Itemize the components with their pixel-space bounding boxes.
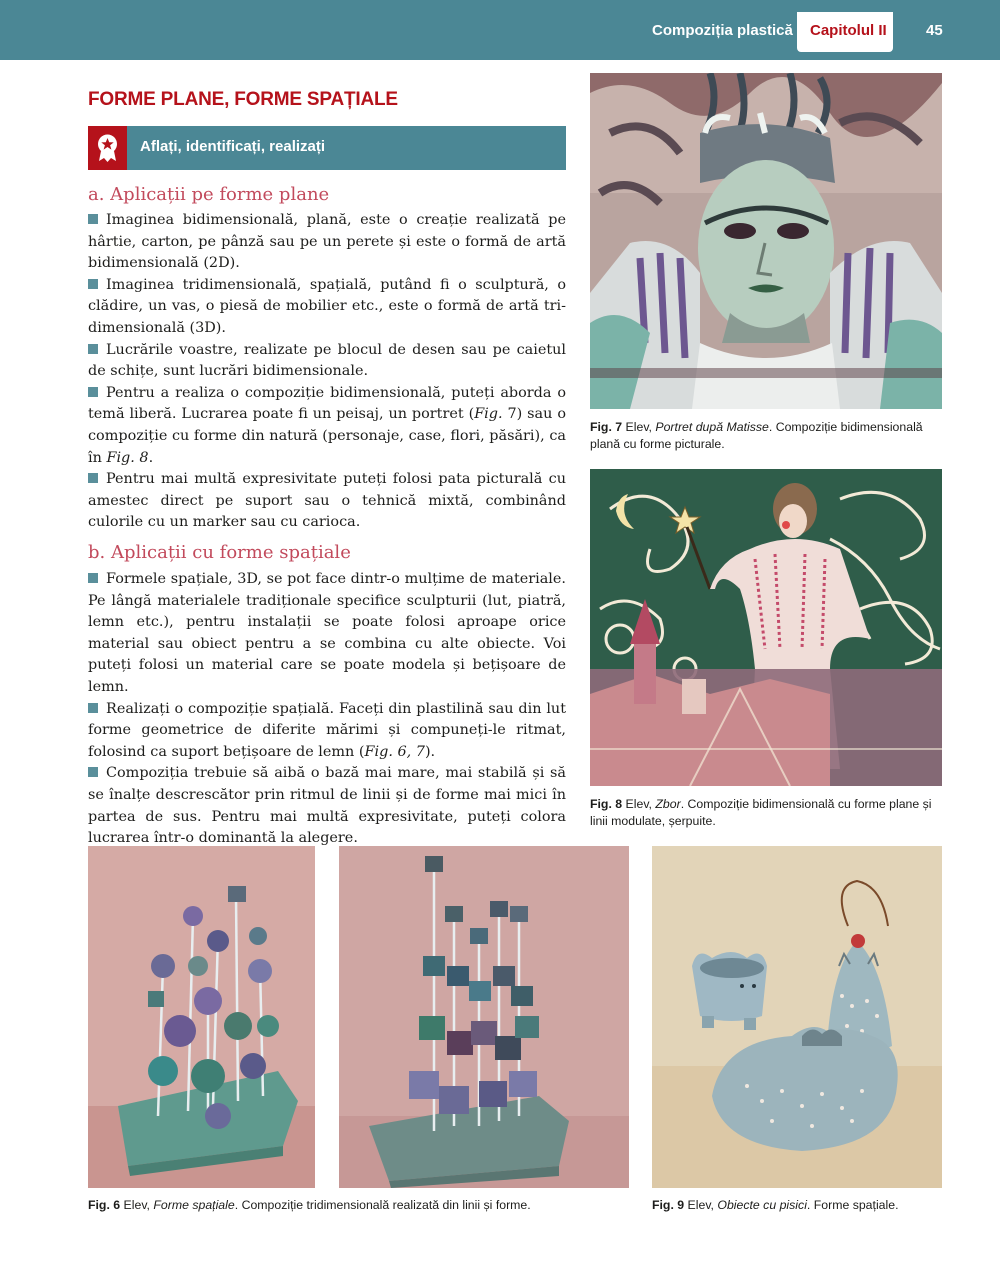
paragraph-text: ). [424,743,436,760]
paragraph [88,383,566,469]
caption-text: . Compoziție tridimensională realizată din linii și forme. [234,1198,531,1212]
figure-label: Fig. 7 [590,420,623,434]
header-chapter: Capitolul II [810,22,887,39]
paragraph [88,763,566,849]
bullet-icon [88,767,98,777]
fig7-portrait-image [590,73,942,409]
bullet-icon [88,214,98,224]
artwork-title: Obiecte cu pisici [717,1198,807,1212]
paragraph [88,469,566,534]
fig9-caption [652,1197,952,1214]
caption-text: Elev, [684,1198,718,1212]
paragraph-text: . [148,449,154,466]
page-number: 45 [926,22,943,39]
fig6-sculpture-image-right [339,846,629,1188]
header-subject: Compoziția plastică [652,22,793,39]
bullet-icon [88,573,98,583]
paragraph-text: Imaginea tridimensională, spațială, putând fi o sculptură, o clădire, un vas, o piesă de mobilier etc., este o formă de artă tridimensională (3D). [88,276,566,336]
artwork-title: Zbor [655,797,681,811]
fig8-caption [590,796,945,830]
fig9-clay-cats-image [652,846,942,1188]
artwork-title: Forme spațiale [153,1198,235,1212]
bullet-icon [88,344,98,354]
figure-ref: Fig. 6, 7 [364,743,425,760]
figure-label: Fig. 8 [590,797,623,811]
paragraph [88,340,566,383]
paragraph [88,210,566,275]
caption-text: Elev, [622,797,656,811]
paragraph-text: Pentru a realiza o compoziție bidimensională, puteți aborda o temă liberă. Lucrarea poate fi un peisaj, un portret ( [88,384,566,423]
fig7-caption [590,419,945,453]
caption-text: . Compoziție bidimensională plană cu forme picturale. [590,420,923,451]
figure-ref: Fig. [474,406,503,423]
artwork-title: Portret după Matisse [655,420,769,434]
ribbon-star-icon [95,133,120,163]
figure-ref: Fig. 8 [106,449,149,466]
paragraph [88,699,566,764]
paragraph [88,569,566,699]
paragraph [88,275,566,340]
figure-label: Fig. 6 [88,1198,121,1212]
badge [88,126,127,170]
fig8-flight-image [590,469,942,786]
caption-text: . Compoziție bidimensională cu forme plane și linii modulate, șerpuite. [590,797,932,828]
paragraph-text: Lucrările voastre, realizate pe blocul de desen sau pe caietul de schițe, sunt lucrări bidimensionale. [88,341,566,380]
bullet-icon [88,703,98,713]
paragraph-text: Pentru mai multă expresivitate puteți folosi pata picturală cu amestec direct pe suport sau o tehnică mixtă, combinând culorile cu un marker sau cu carioca. [88,471,566,531]
paragraph-text: 7) sau o compoziție cu forme din natură (personaje, case, flori, păsări), ca în [88,406,566,466]
paragraph-text: Formele spațiale, 3D, se pot face dintr-o mulțime de materiale. Pe lângă materialele tradiționale specifice sculpturii (lut, piatră, lemn etc.), pentru instalații se poate folosi aproape orice material sau obiect pentru a se combina cu alte obiecte. Voi puteți folosi un material care se poate modela și bețișoare de lemn. [88,571,566,695]
figure-label: Fig. 9 [652,1198,685,1212]
caption-text: Elev, [120,1198,154,1212]
caption-text: . Forme spațiale. [806,1198,899,1212]
page-title: FORME PLANE, FORME SPAȚIALE [88,89,398,110]
activity-banner [88,126,566,170]
bullet-icon [88,279,98,289]
banner-text: Aflați, identificați, realizați [140,138,326,155]
section-a-title: a. Aplicații pe forme plane [88,184,330,205]
caption-text: Elev, [622,420,656,434]
section-a-body [88,210,566,534]
section-b-title: b. Aplicații cu forme spațiale [88,542,351,563]
paragraph-text: Imaginea bidimensională, plană, este o creație realizată pe hârtie, carton, pe pânză sau pe un perete și este o formă de artă bidimensională (2D). [88,212,566,272]
fig6-caption [88,1197,633,1214]
bullet-icon [88,473,98,483]
fig6-sculpture-image-left [88,846,315,1188]
page-header [0,0,1000,60]
paragraph-text: Realizați o compoziție spațială. Faceți din plastilină sau din lut forme geometrice de diferite mărimi și compuneți-le ritmat, folosind ca suport bețișoare de lemn ( [88,700,566,760]
bullet-icon [88,387,98,397]
section-b-body [88,569,566,850]
paragraph-text: Compoziția trebuie să aibă o bază mai mare, mai stabilă și să se înalțe descrescător prin ritmul de linii și de forme mai mici în partea de sus. Pentru mai multă expresivitate, puteți colora lucrarea într-o dominantă la alegere. [88,765,566,847]
